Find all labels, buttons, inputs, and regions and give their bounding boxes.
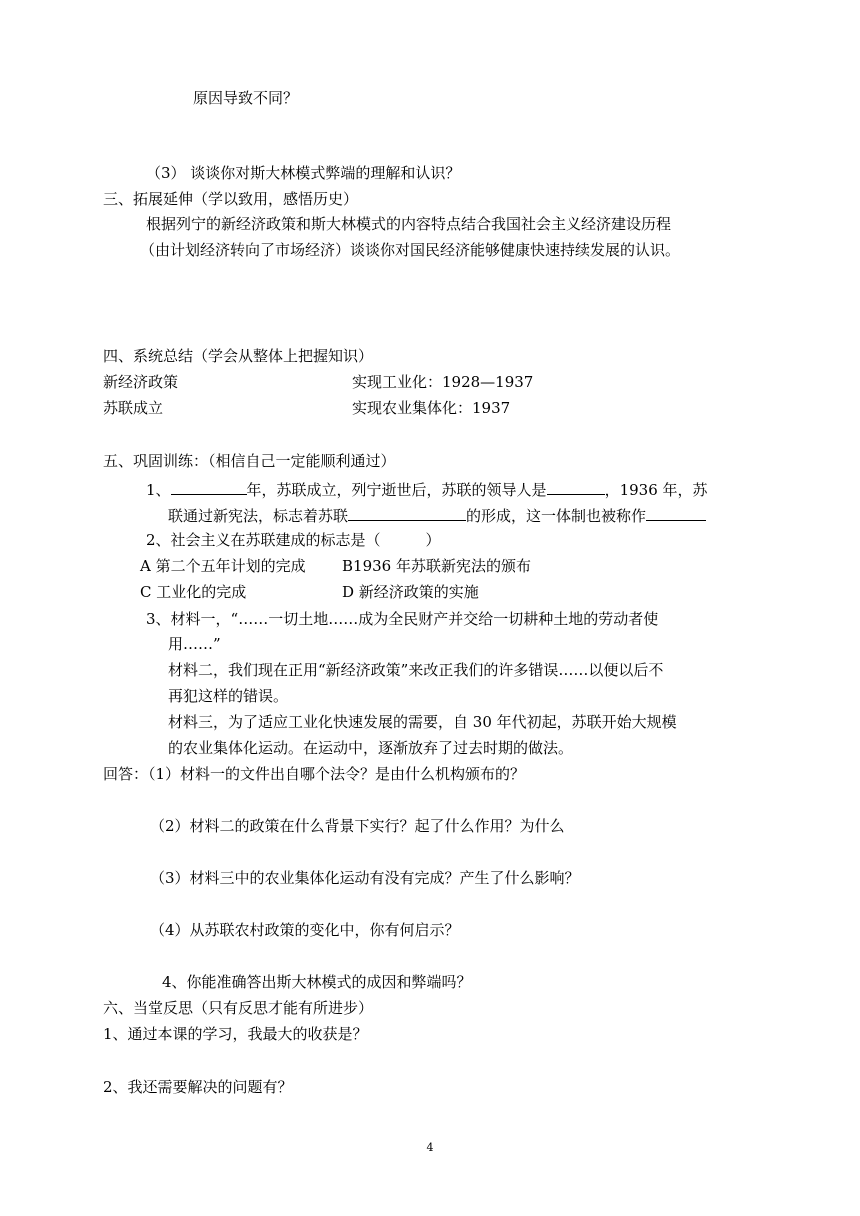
material-line: 材料三，为了适应工业化快速发展的需要，自 30 年代初起，苏联开始大规模 xyxy=(168,713,677,731)
section-heading: 四、系统总结（学会从整体上把握知识） xyxy=(103,347,374,365)
answer-question: 回答：（1）材料一的文件出自哪个法令？是由什么机构颁布的？ xyxy=(103,765,526,783)
paragraph-line: （由计划经济转向了市场经济）谈谈你对国民经济能够健康快速持续发展的认识。 xyxy=(140,241,681,259)
summary-item: 实现工业化：1928—1937 xyxy=(352,373,534,391)
answer-blank[interactable] xyxy=(646,504,706,521)
page-number: 4 xyxy=(426,1141,434,1154)
summary-item: 新经济政策 xyxy=(103,373,179,391)
question-text: 原因导致不同？ xyxy=(193,89,299,107)
reflection-question: 2、我还需要解决的问题有？ xyxy=(103,1078,293,1096)
question-line: 联通过新宪法，标志着苏联 的形成，这一体制也被称作 xyxy=(168,504,706,526)
material-line: 材料二，我们现在正用“新经济政策”来改正我们的许多错误……以便以后不 xyxy=(168,661,664,679)
question-text: （3） 谈谈你对斯大林模式弊端的理解和认识？ xyxy=(146,164,461,182)
question-line: 1、 年，苏联成立，列宁逝世后，苏联的领导人是 ，1936 年，苏 xyxy=(146,478,708,500)
answer-blank[interactable] xyxy=(348,504,466,521)
summary-item: 实现农业集体化：1937 xyxy=(352,399,511,417)
answer-question: （3）材料三中的农业集体化运动有没有完成？产生了什么影响？ xyxy=(150,869,580,887)
question-line: 2、社会主义在苏联建成的标志是（ ） xyxy=(146,531,441,549)
question-line: 4、你能准确答出斯大林模式的成因和弊端吗？ xyxy=(162,973,472,991)
option-c: C 工业化的完成 xyxy=(140,583,247,601)
material-line: 用……” xyxy=(168,635,221,653)
option-a: A 第二个五年计划的完成 xyxy=(140,557,306,575)
option-b: B1936 年苏联新宪法的颁布 xyxy=(342,557,531,575)
material-line: 再犯这样的错误。 xyxy=(168,687,289,705)
answer-blank[interactable] xyxy=(171,478,247,495)
reflection-question: 1、通过本课的学习，我最大的收获是？ xyxy=(103,1025,368,1043)
paragraph-line: 根据列宁的新经济政策和斯大林模式的内容特点结合我国社会主义经济建设历程 xyxy=(146,215,672,233)
section-heading: 五、巩固训练：（相信自己一定能顺利通过） xyxy=(103,452,396,470)
material-line: 3、材料一，“……一切土地……成为全民财产并交给一切耕种土地的劳动者使 xyxy=(146,610,659,628)
material-line: 的农业集体化运动。在运动中，逐渐放弃了过去时期的做法。 xyxy=(168,739,574,757)
option-d: D 新经济政策的实施 xyxy=(342,583,479,601)
section-heading: 六、当堂反思（只有反思才能有所进步） xyxy=(103,999,374,1017)
answer-question: （4）从苏联农村政策的变化中，你有何启示？ xyxy=(150,921,460,939)
section-heading: 三、拓展延伸（学以致用，感悟历史） xyxy=(103,190,359,208)
summary-item: 苏联成立 xyxy=(103,399,164,417)
answer-blank[interactable] xyxy=(547,478,605,495)
answer-question: （2）材料二的政策在什么背景下实行？起了什么作用？为什么 xyxy=(150,817,565,835)
